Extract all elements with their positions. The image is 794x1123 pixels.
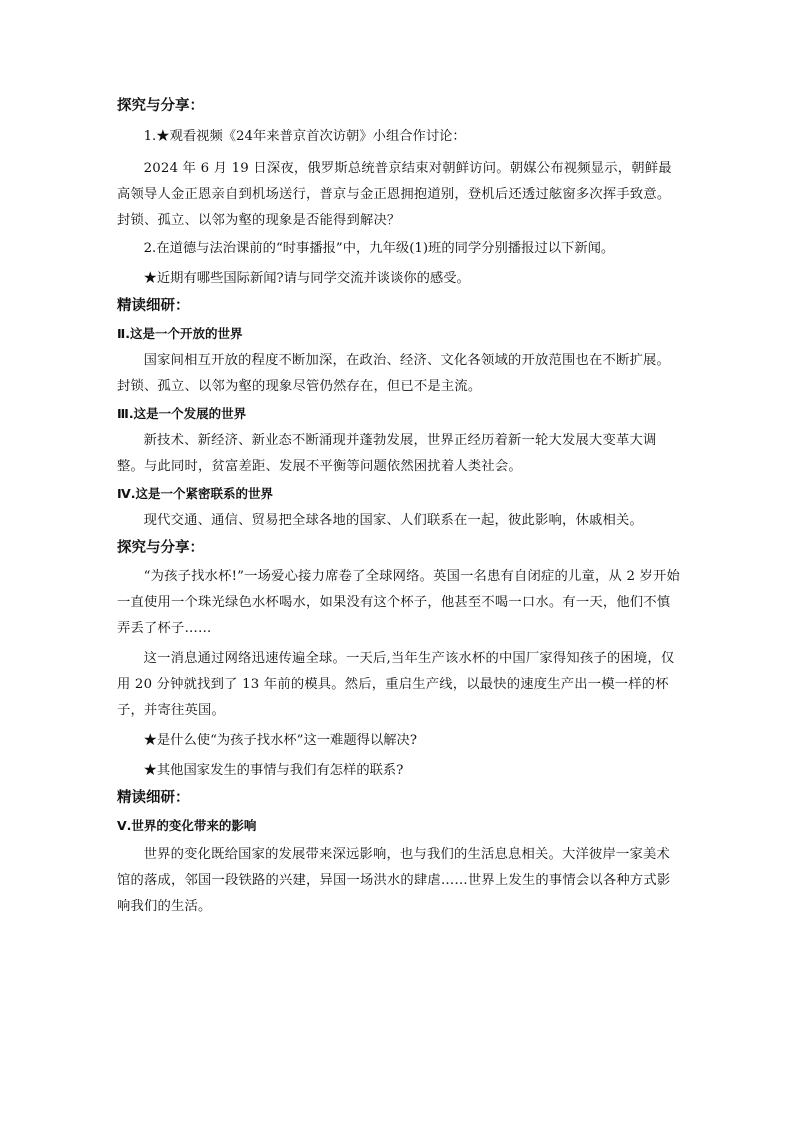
close-reading-section-1 (117, 296, 682, 534)
story-paragraph-2: 这一消息通过网络迅速传遍全球。一天后,当年生产该水杯的中国厂家得知孩子的困境，仅用 20 分钟就找到了 13 年前的模具。然后，重启生产线，以最快的速度生产出一模一样的杯子，并寄往英国。 (117, 651, 675, 718)
subsection-body-4: 现代交通、通信、贸易把全球各地的国家、人们联系在一起，彼此影响，休戚相关。 (143, 513, 643, 528)
news-paragraph: 2024 年 6 月 19 日深夜，俄罗斯总统普京结束对朝鲜访问。朝媒公布视频显示，朝鲜最高领导人金正恩亲自到机场送行，普京与金正恩拥抱道别，登机后还透过舷窗多次挥手致意。封锁、孤立、以邻为壑的现象是否能得到解决？ (117, 161, 672, 228)
subsection-title-3: Ⅲ.这是一个发展的世界 (117, 406, 247, 421)
document-page (117, 96, 682, 920)
subsection-title-4: Ⅳ.这是一个紧密联系的世界 (117, 486, 273, 501)
question-star-2: ★是什么使“为孩子找水杯”这一难题得以解决? (143, 733, 417, 748)
section-heading: 探究与分享： (117, 98, 204, 114)
section-heading: 精读细研： (117, 790, 190, 806)
story-paragraph-1: “为孩子找水杯!”一场爱心接力席卷了全球网络。英国一名患有自闭症的儿童，从 2 岁开始一直使用一个珠光绿色水杯喝水，如果没有这个杯子，他甚至不喝一口水。有一天，他们不慎弄丢了杯子…… (117, 569, 681, 636)
close-reading-section-2 (117, 788, 682, 920)
section-heading: 精读细研： (117, 298, 190, 314)
question-star-3: ★其他国家发生的事情与我们有怎样的联系? (143, 763, 404, 778)
subsection-body-2: 国家间相互开放的程度不断加深，在政治、经济、文化各领域的开放范围也在不断扩展。封锁、孤立、以邻为壑的现象尽管仍然存在，但已不是主流。 (117, 353, 670, 394)
question-star-1: ★近期有哪些国际新闻?请与同学交流并谈谈你的感受。 (143, 271, 470, 286)
discussion-item-2: 2.在道德与法治课前的“时事播报”中，九年级(1)班的同学分别播报过以下新闻。 (143, 241, 615, 256)
subsection-title-5: Ⅴ.世界的变化带来的影响 (117, 818, 257, 833)
explore-share-section-2 (117, 538, 682, 782)
subsection-body-3: 新技术、新经济、新业态不断涌现并蓬勃发展，世界正经历着新一轮大发展大变革大调整。与此同时，贫富差距、发展不平衡等问题依然困扰着人类社会。 (117, 433, 657, 474)
subsection-title-2: Ⅱ.这是一个开放的世界 (117, 326, 243, 341)
subsection-body-5: 世界的变化既给国家的发展带来深远影响，也与我们的生活息息相关。大洋彼岸一家美术馆的落成，邻国一段铁路的兴建，异国一场洪水的肆虐……世界上发生的事情会以各种方式影响我们的生活。 (117, 847, 671, 914)
explore-share-section-1 (117, 96, 682, 290)
section-heading: 探究与分享： (117, 540, 204, 556)
discussion-item-1: 1.★观看视频《24年来普京首次访朝》小组合作讨论： (143, 129, 466, 144)
